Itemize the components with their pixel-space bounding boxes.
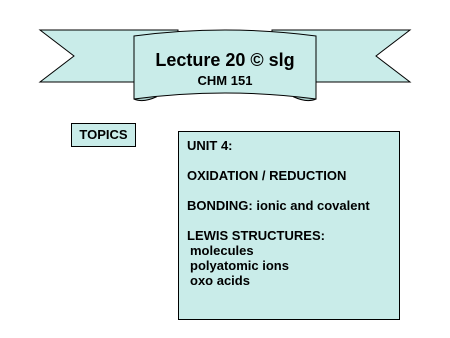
lewis-structures-topic: LEWIS STRUCTURES: xyxy=(187,228,325,243)
course-code: CHM 151 xyxy=(197,73,253,88)
unit-heading: UNIT 4: xyxy=(187,138,233,153)
list-item-molecules: molecules xyxy=(190,243,254,258)
bonding-topic: BONDING: ionic and covalent xyxy=(187,198,370,213)
oxidation-reduction-topic: OXIDATION / REDUCTION xyxy=(187,168,347,183)
list-item-oxo-acids: oxo acids xyxy=(190,273,250,288)
topics-content-box xyxy=(178,131,400,320)
spacer xyxy=(187,183,399,198)
spacer xyxy=(187,153,399,168)
lecture-title: Lecture 20 © slg xyxy=(155,50,295,70)
list-item-polyatomic-ions: polyatomic ions xyxy=(190,258,289,273)
topics-label: TOPICS xyxy=(71,123,136,147)
spacer xyxy=(187,213,399,228)
